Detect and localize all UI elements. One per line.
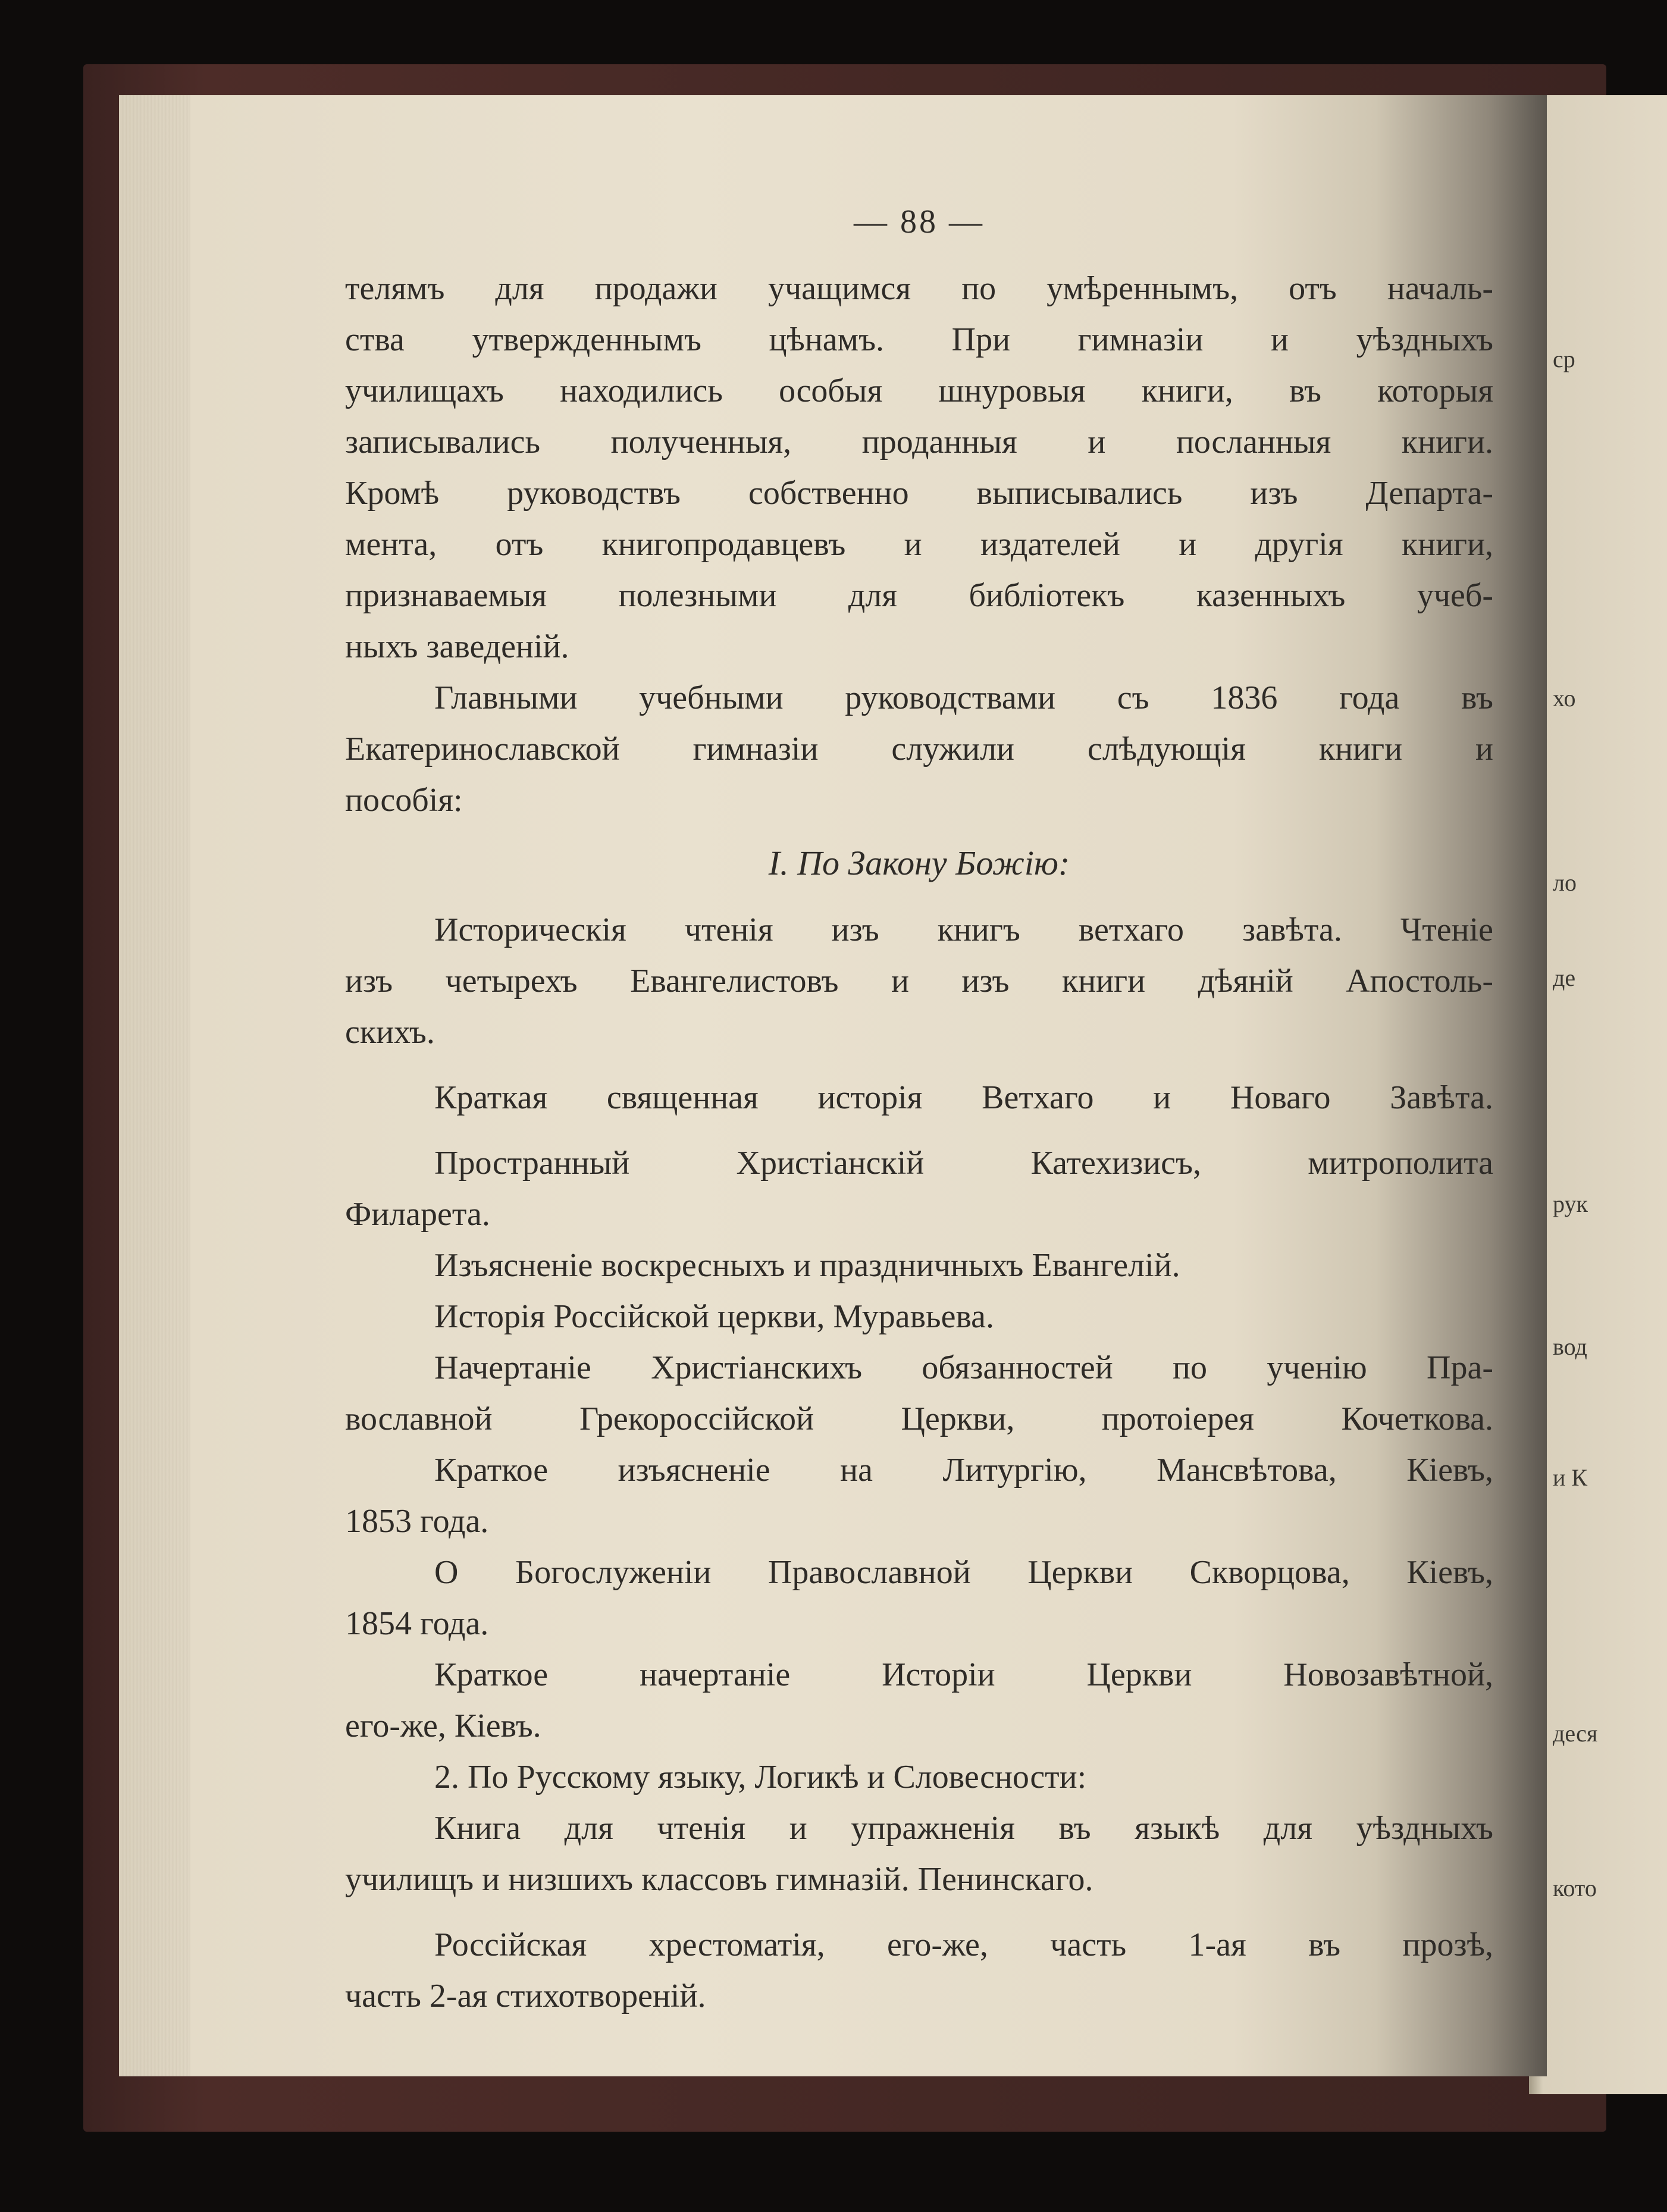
text-line: часть 2-ая стихотвореній. — [345, 1978, 706, 2014]
text-line: О Богослуженіи Православной Церкви Скворцова, Кіевъ, — [434, 1554, 1493, 1591]
facing-page-fragment: и К — [1553, 1464, 1588, 1491]
text-line: 1853 года. — [345, 1503, 489, 1540]
facing-page — [1529, 95, 1667, 2094]
text-line: Историческія чтенія изъ книгъ ветхаго завѣта. Чтеніе — [434, 911, 1493, 948]
facing-page-fragment: рук — [1553, 1190, 1588, 1217]
facing-page-fragment: ло — [1553, 869, 1577, 896]
facing-page-fragment: вод — [1553, 1333, 1587, 1360]
text-line: училищахъ находились особыя шнуровыя книги, въ которыя — [345, 372, 1493, 409]
text-line: Книга для чтенія и упражненія въ языкѣ для уѣздныхъ — [434, 1810, 1493, 1847]
text-line: 1854 года. — [345, 1605, 489, 1642]
text-line: Филарета. — [345, 1196, 490, 1233]
text-line: училищъ и низшихъ классовъ гимназій. Пенинскаго. — [345, 1861, 1093, 1898]
text-line: Начертаніе Христіанскихъ обязанностей по ученію Пра- — [434, 1349, 1493, 1386]
text-line: признаваемыя полезными для библіотекъ казенныхъ учеб- — [345, 577, 1493, 614]
text-line: записывались полученныя, проданныя и посланныя книги. — [345, 424, 1493, 460]
text-line: Изъясненіе воскресныхъ и праздничныхъ Евангелій. — [434, 1247, 1180, 1284]
text-line: телямъ для продажи учащимся по умѣреннымъ, отъ началь- — [345, 270, 1493, 307]
text-line: изъ четырехъ Евангелистовъ и изъ книги дѣяній Апостоль- — [345, 963, 1493, 1000]
text-line: вославной Грекороссійской Церкви, протоіерея Кочеткова. — [345, 1400, 1493, 1437]
text-line: Россійская хрестоматія, его-же, часть 1-ая въ прозѣ, — [434, 1926, 1493, 1963]
page-edges — [119, 95, 190, 2076]
text-line: Краткое изъясненіе на Литургію, Мансвѣтова, Кіевъ, — [434, 1452, 1493, 1489]
text-line: Исторія Россійской церкви, Муравьева. — [434, 1298, 995, 1335]
facing-page-fragment: де — [1553, 964, 1576, 991]
text-line: Пространный Христіанскій Катехизисъ, митрополита — [434, 1145, 1493, 1182]
facing-page-fragment: кото — [1553, 1875, 1597, 1901]
text-line: его-же, Кіевъ. — [345, 1707, 541, 1744]
text-line: Краткое начертаніе Исторіи Церкви Новозавѣтной, — [434, 1656, 1493, 1693]
text-line: ныхъ заведеній. — [345, 628, 569, 665]
text-line: скихъ. — [345, 1014, 435, 1051]
facing-page-fragment: деся — [1553, 1720, 1598, 1747]
text-line: мента, отъ книгопродавцевъ и издателей и другія книги, — [345, 526, 1493, 563]
text-line: 2. По Русскому языку, Логикѣ и Словесности: — [434, 1759, 1087, 1796]
text-line: ства утвержденнымъ цѣнамъ. При гимназіи и уѣздныхъ — [345, 321, 1493, 358]
text-line: пособія: — [345, 782, 463, 819]
page-number: — 88 — — [854, 203, 985, 240]
text-line: Главными учебными руководствами съ 1836 года въ — [434, 679, 1493, 716]
text-line: Краткая священная исторія Ветхаго и Новаго Завѣта. — [434, 1079, 1493, 1116]
text-line: Кромѣ руководствъ собственно выписывались изъ Департа- — [345, 475, 1493, 512]
facing-page-fragment: хо — [1553, 685, 1576, 712]
text-line: Екатеринославской гимназіи служили слѣдующія книги и — [345, 731, 1493, 767]
facing-page-fragment: ср — [1553, 346, 1575, 372]
section-heading: I. По Закону Божію: — [768, 844, 1070, 882]
page-text — [345, 196, 1493, 2022]
